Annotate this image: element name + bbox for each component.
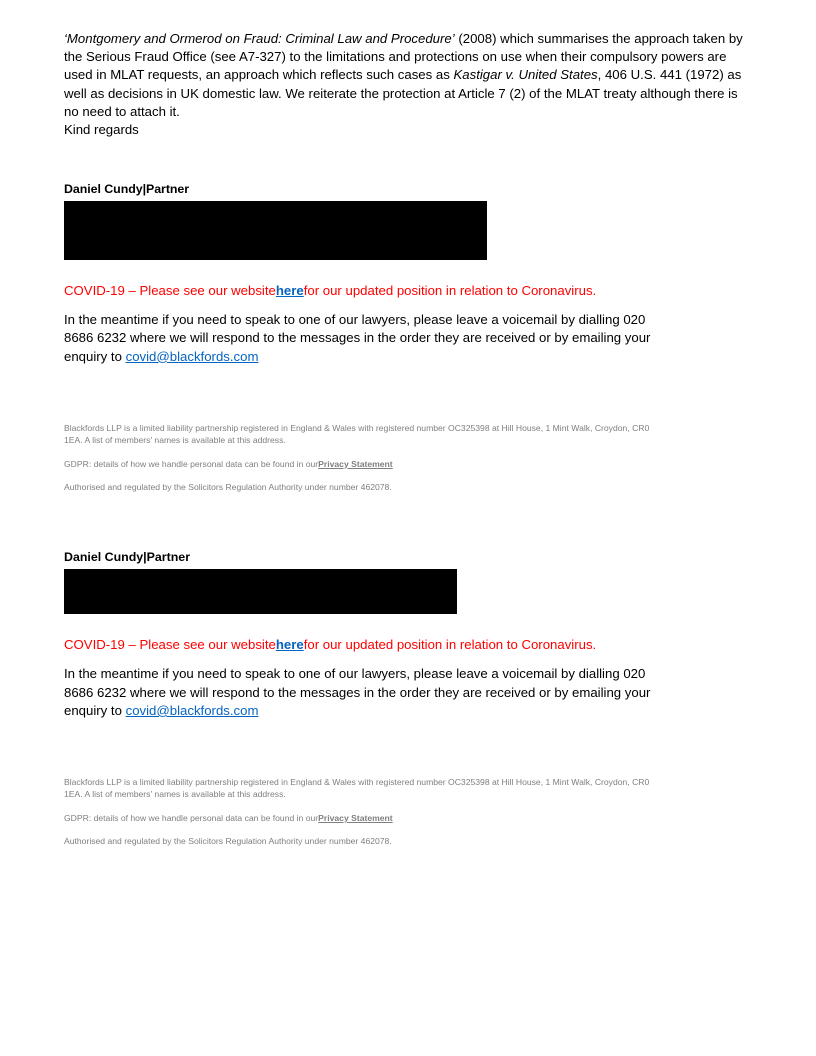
fineprint-gdpr-text: GDPR: details of how we handle personal data can be found in our — [64, 458, 319, 469]
paragraph-text-part2: , 406 U.S. 441 (1972) as well as decisions in UK domestic law. We reiterate the protection at Article 7 (2) of the MLAT treaty although there is no need to attach it. — [64, 67, 742, 119]
meantime-text: In the meantime if you need to speak to one of our lawyers, please leave a voicemail by dialling 020 8686 6232 where we will respond to the messages in the order they are received or by emailing your enquiry to — [64, 312, 651, 364]
spacer — [64, 493, 744, 549]
covid-notice — [64, 636, 744, 653]
covid-notice-suffix: for our updated position in relation to Coronavirus. — [303, 637, 597, 653]
signer-name: Daniel Cundy|Partner — [64, 550, 191, 565]
fineprint-llp-registration: Blackfords LLP is a limited liability partnership registered in England & Wales with registered number OC325398 at Hill House, 1 Mint Walk, Croydon, CR0 1EA. A list of members’ names is available at this address. — [64, 422, 650, 446]
spacer — [64, 139, 744, 181]
covid-here-link[interactable]: here — [275, 283, 304, 299]
fineprint-gdpr-text: GDPR: details of how we handle personal data can be found in our — [64, 812, 319, 823]
meantime-text: In the meantime if you need to speak to one of our lawyers, please leave a voicemail by dialling 020 8686 6232 where we will respond to the messages in the order they are received or by emailing your enquiry to — [64, 666, 651, 718]
meantime-paragraph — [64, 311, 676, 366]
covid-email-link[interactable]: covid@blackfords.com — [125, 702, 259, 718]
spacer — [64, 720, 744, 776]
spacer — [64, 447, 744, 458]
source-title-italic: ‘Montgomery and Ormerod on Fraud: Criminal Law and Procedure’ — [64, 31, 455, 46]
spacer — [64, 366, 744, 422]
signature-block-2 — [64, 549, 744, 847]
meantime-paragraph — [64, 665, 676, 720]
signer-name: Daniel Cundy|Partner — [64, 182, 190, 197]
paragraph-mlat — [64, 30, 744, 121]
case-citation-italic: Kastigar v. United States — [453, 67, 598, 83]
redaction-bar — [64, 201, 487, 260]
fineprint-sra: Authorised and regulated by the Solicitors Regulation Authority under number 462078. — [64, 836, 392, 847]
covid-notice — [64, 282, 744, 299]
paragraph-text-part1: (2008) which summarises the approach taken by the Serious Fraud Office (see A7-327) to the limitations and protections on use when their compulsory powers are used in MLAT requests, an approach which reflects such cases as — [64, 31, 743, 83]
fineprint-gdpr — [64, 812, 668, 824]
spacer — [64, 824, 744, 835]
fineprint-gdpr — [64, 458, 668, 470]
fineprint-llp-registration: Blackfords LLP is a limited liability partnership registered in England & Wales with registered number OC325398 at Hill House, 1 Mint Walk, Croydon, CR0 1EA. A list of members’ names is available at this address. — [64, 777, 650, 800]
spacer — [64, 801, 744, 812]
sign-off: Kind regards — [64, 122, 139, 138]
covid-notice-suffix: for our updated position in relation to Coronavirus. — [303, 283, 597, 299]
spacer — [64, 470, 744, 481]
spacer — [64, 260, 744, 282]
spacer — [64, 653, 744, 665]
spacer — [64, 299, 744, 311]
covid-notice-prefix: COVID-19 – Please see our website — [64, 637, 276, 653]
covid-email-link[interactable]: covid@blackfords.com — [125, 348, 259, 364]
privacy-statement-link[interactable]: Privacy Statement — [318, 812, 393, 823]
signature-block-1 — [64, 181, 744, 493]
covid-notice-prefix: COVID-19 – Please see our website — [64, 283, 276, 299]
spacer — [64, 614, 744, 636]
redaction-bar — [64, 569, 457, 614]
fineprint-sra: Authorised and regulated by the Solicitors Regulation Authority under number 462078. — [64, 482, 392, 493]
privacy-statement-link[interactable]: Privacy Statement — [318, 458, 393, 469]
covid-here-link[interactable]: here — [275, 637, 304, 653]
